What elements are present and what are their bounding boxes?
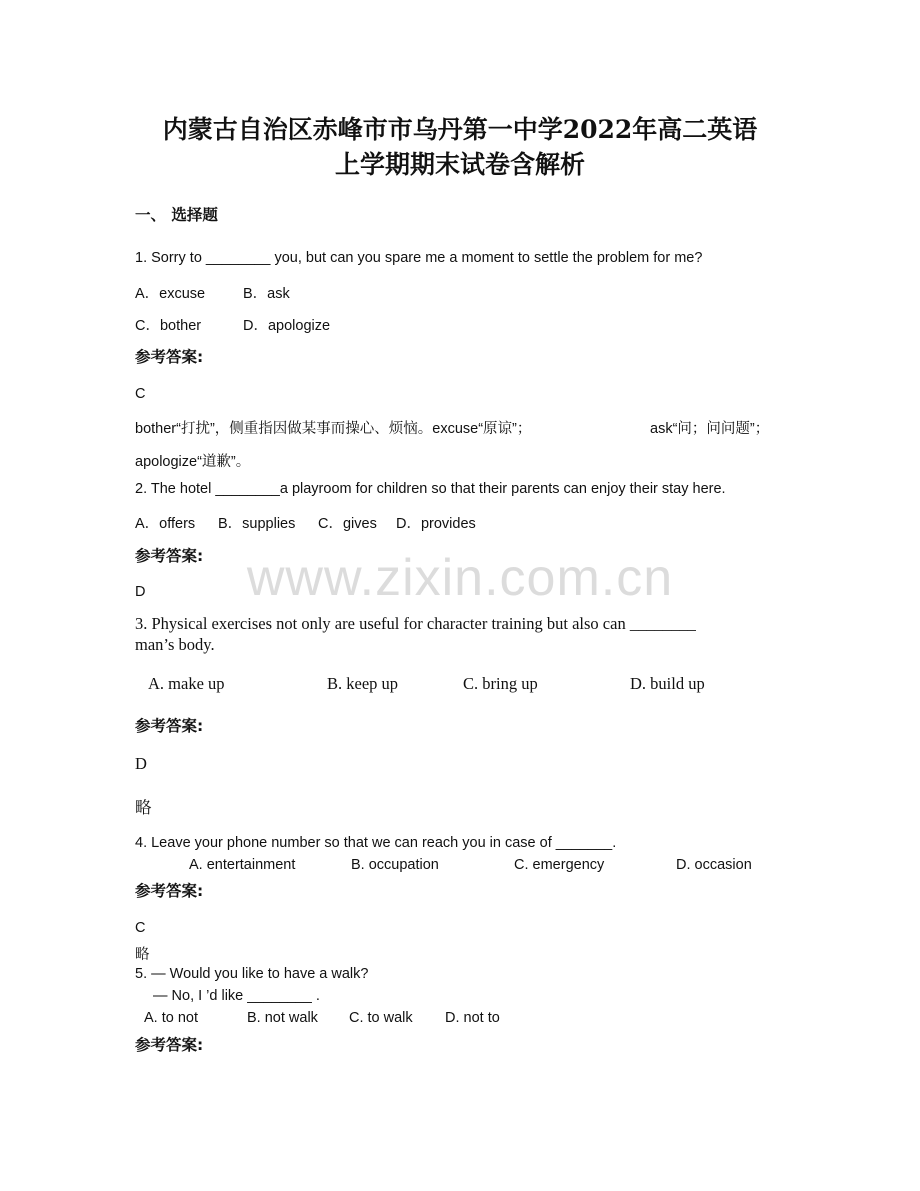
question-2-option-b: B．supplies	[218, 516, 296, 532]
answer-label: 参考答案:	[135, 547, 204, 565]
question-5-option-b: B. not walk	[247, 1010, 318, 1026]
question-4-explanation: 略	[135, 947, 150, 963]
question-3-option-c: C. bring up	[463, 674, 538, 693]
question-2-stem: 2. The hotel ________a playroom for children so that their parents can enjoy their stay here.	[135, 481, 726, 497]
question-2-answer: D	[135, 584, 146, 600]
question-4-option-b: B. occupation	[351, 857, 439, 873]
question-2-option-d: D．provides	[396, 516, 476, 532]
question-3-stem-line-1: 3. Physical exercises not only are useful for character training but also can ________	[135, 614, 696, 633]
question-5-stem-line-2: — No, I ’d like ________ .	[153, 988, 320, 1004]
question-1-stem: 1. Sorry to ________ you, but can you spare me a moment to settle the problem for me?	[135, 250, 703, 266]
question-4-option-d: D. occasion	[676, 857, 752, 873]
question-1-explanation-c: apologize“道歉”。	[135, 454, 251, 470]
watermark: www.zixin.com.cn	[246, 549, 674, 607]
question-4-stem: 4. Leave your phone number so that we can reach you in case of _______.	[135, 835, 617, 851]
question-1-option-a: A．excuse	[135, 286, 206, 302]
question-4-answer: C	[135, 920, 146, 936]
question-1-explanation-b: ask“问；问问题”；	[650, 421, 770, 437]
question-3-option-a: A. make up	[148, 674, 225, 693]
question-1-answer: C	[135, 386, 146, 402]
question-1-option-c: C．bother	[135, 318, 202, 334]
title-line-1: 内蒙古自治区赤峰市市乌丹第一中学2022年高二英语	[162, 115, 758, 144]
question-1-option-b: B．ask	[243, 286, 290, 302]
answer-label: 参考答案:	[135, 1036, 204, 1054]
question-3-stem-line-2: man’s body.	[135, 635, 215, 654]
question-3-explanation: 略	[135, 798, 152, 817]
question-4-option-c: C. emergency	[514, 857, 605, 873]
answer-label: 参考答案:	[135, 717, 204, 735]
section-heading: 一、 选择题	[135, 206, 218, 224]
question-5-option-a: A. to not	[144, 1010, 199, 1026]
answer-label: 参考答案:	[135, 882, 204, 900]
question-5-option-d: D. not to	[445, 1010, 500, 1026]
answer-label: 参考答案:	[135, 348, 204, 366]
question-4-option-a: A. entertainment	[189, 857, 296, 873]
question-3-option-d: D. build up	[630, 674, 705, 693]
question-3-option-b: B. keep up	[327, 674, 399, 693]
question-5-option-c: C. to walk	[349, 1010, 413, 1026]
question-1-explanation-a: bother“打扰”，侧重指因做某事而操心、烦恼。excuse“原谅”；	[135, 421, 532, 437]
title-line-2: 上学期期末试卷含解析	[334, 150, 585, 179]
question-2-option-c: C．gives	[318, 516, 377, 532]
question-1-option-d: D．apologize	[243, 318, 331, 334]
question-5-stem-line-1: 5. — Would you like to have a walk?	[135, 966, 369, 982]
question-2-option-a: A．offers	[135, 516, 196, 532]
question-3-answer: D	[135, 754, 147, 773]
